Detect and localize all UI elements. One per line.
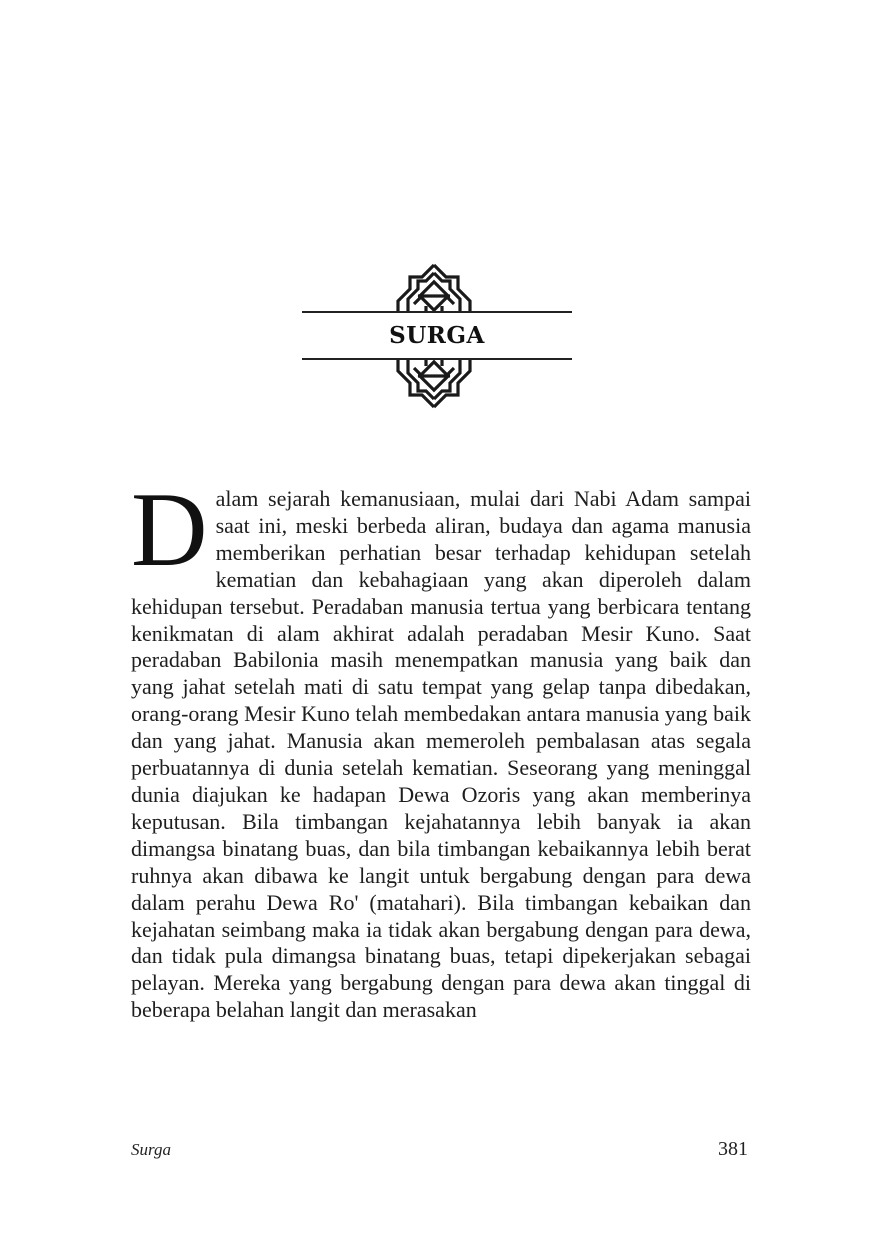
running-title: Surga bbox=[131, 1140, 171, 1159]
body-paragraph bbox=[131, 471, 751, 1024]
title-rule-top bbox=[302, 311, 572, 313]
drop-cap: D bbox=[131, 471, 208, 588]
ornament-bottom-icon bbox=[388, 360, 480, 410]
ornament-top-icon bbox=[388, 262, 480, 312]
page-number: 381 bbox=[718, 1138, 748, 1160]
body-text: alam sejarah kemanusiaan, mulai dari Nabi Adam sampai saat ini, meski berbeda aliran, budaya dan agama manusia memberikan perhatian besar terhadap kehidupan setelah kematian dan kebahagiaan yang akan diperoleh dalam kehidupan tersebut. Peradaban manusia tertua yang berbicara tentang kenikmatan di alam akhirat adalah peradaban Mesir Kuno. Saat peradaban Babilonia masih menempatkan manusia yang baik dan yang jahat setelah mati di satu tempat yang gelap tanpa dibedakan, orang-orang Mesir Kuno telah membedakan antara manusia yang baik dan yang jahat. Manusia akan memeroleh pembalasan atas segala perbuatannya di dunia setelah kematian. Seseorang yang meninggal dunia diajukan ke hadapan Dewa Ozoris yang akan memberinya keputusan. Bila timbangan kejahatannya lebih banyak ia akan dimangsa binatang buas, dan bila timbangan kebaikannya lebih berat ruhnya akan dibawa ke langit untuk bergabung dengan para dewa dalam perahu Dewa Ro' (matahari). Bila timbangan kebaikan dan kejahatan seimbang maka ia tidak akan bergabung dengan para dewa, dan tidak pula dimangsa binatang buas, tetapi dipekerjakan sebagai pelayan. Mereka yang bergabung dengan para dewa akan tinggal di beberapa belahan langit dan merasakan bbox=[131, 486, 751, 1023]
chapter-title: SURGA bbox=[389, 322, 485, 349]
